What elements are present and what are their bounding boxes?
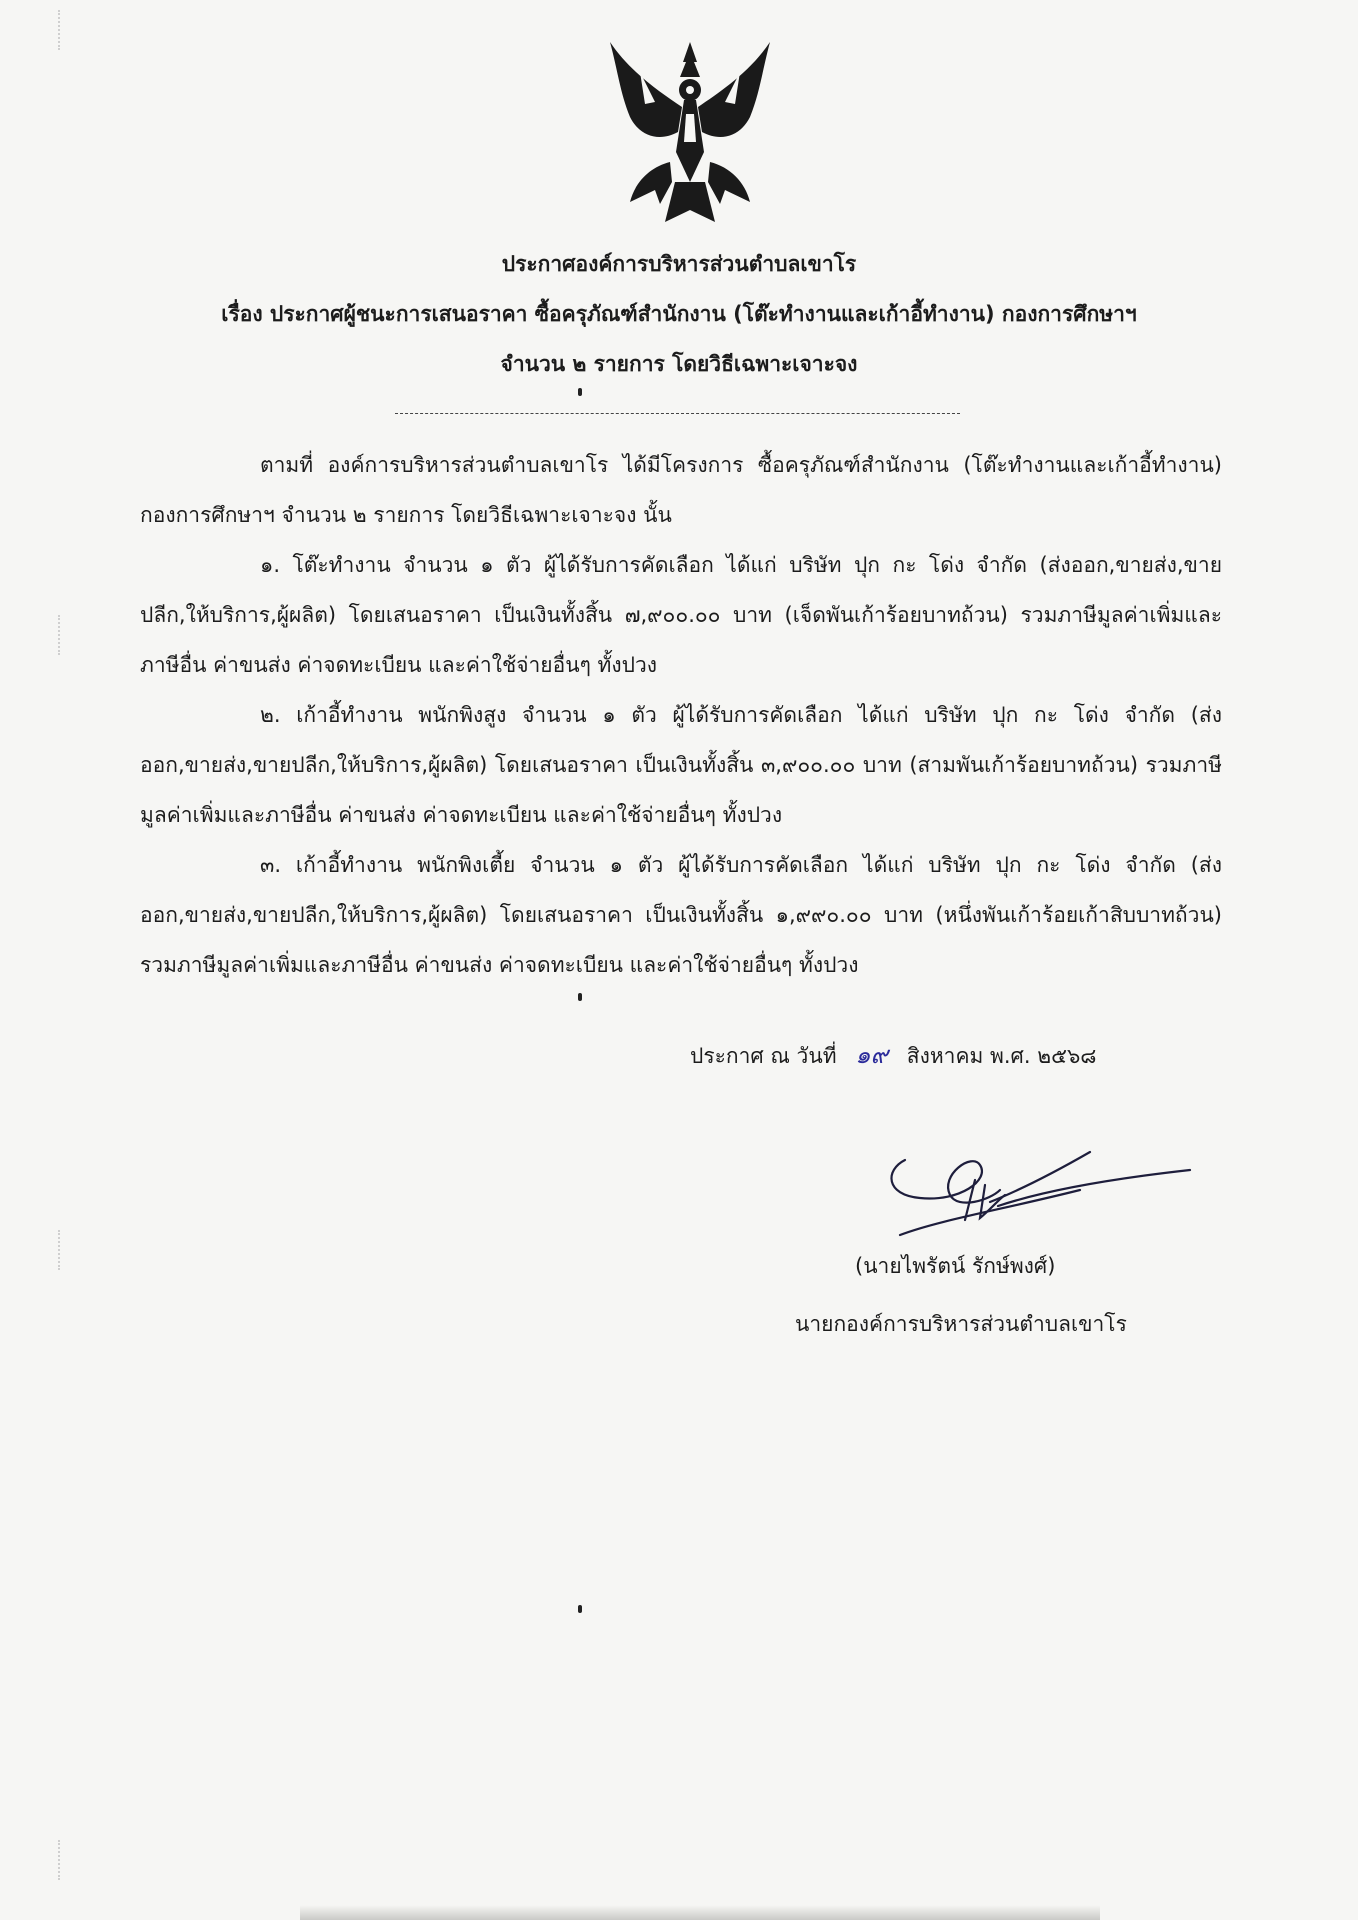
announcement-subject: เรื่อง ประกาศผู้ชนะการเสนอราคา ซื้อครุภัณฑ์สำนักงาน (โต๊ะทำงานและเก้าอี้ทำงาน) กองการศึกษาฯ xyxy=(221,302,1137,326)
date-month-year: สิงหาคม พ.ศ. ๒๕๖๘ xyxy=(906,1044,1097,1068)
scan-artifact xyxy=(58,1840,70,1880)
announcement-date xyxy=(690,1035,1097,1074)
item-paragraph: ๒. เก้าอี้ทำงาน พนักพิงสูง จำนวน ๑ ตัว ผู้ได้รับการคัดเลือก ได้แก่ บริษัท ปุก กะ โด่ง จำกัด (ส่งออก,ขายส่ง,ขายปลีก,ให้บริการ,ผู้ผลิต) โดยเสนอราคา เป็นเงินทั้งสิ้น ๓,๙๐๐.๐๐ บาท (สามพันเก้าร้อยบาทถ้วน) รวมภาษีมูลค่าเพิ่มและภาษีอื่น ค่าขนส่ง ค่าจดทะเบียน และค่าใช้จ่ายอื่นๆ ทั้งปวง xyxy=(140,703,1222,827)
date-prefix: ประกาศ ณ วันที่ xyxy=(690,1044,837,1068)
intro-paragraph: ตามที่ องค์การบริหารส่วนตำบลเขาโร ได้มีโครงการ ซื้อครุภัณฑ์สำนักงาน (โต๊ะทำงานและเก้าอี้ทำงาน) กองการศึกษาฯ จำนวน ๒ รายการ โดยวิธีเฉพาะเจาะจง นั้น xyxy=(140,453,1222,527)
signer-title: นายกองค์การบริหารส่วนตำบลเขาโร xyxy=(795,1312,1127,1336)
scan-artifact xyxy=(58,1230,70,1270)
item-paragraph: ๓. เก้าอี้ทำงาน พนักพิงเตี้ย จำนวน ๑ ตัว ผู้ได้รับการคัดเลือก ได้แก่ บริษัท ปุก กะ โด่ง จำกัด (ส่งออก,ขายส่ง,ขายปลีก,ให้บริการ,ผู้ผลิต) โดยเสนอราคา เป็นเงินทั้งสิ้น ๑,๙๙๐.๐๐ บาท (หนึ่งพันเก้าร้อยเก้าสิบบาทถ้วน) รวมภาษีมูลค่าเพิ่มและภาษีอื่น ค่าขนส่ง ค่าจดทะเบียน และค่าใช้จ่ายอื่นๆ ทั้งปวง xyxy=(140,853,1222,977)
punch-mark xyxy=(578,388,582,396)
scan-artifact xyxy=(58,615,70,655)
announcement-title: ประกาศองค์การบริหารส่วนตำบลเขาโร xyxy=(501,252,857,276)
divider xyxy=(395,413,960,414)
punch-mark xyxy=(578,1605,582,1613)
announcement-body xyxy=(140,440,1222,990)
item-paragraph: ๑. โต๊ะทำงาน จำนวน ๑ ตัว ผู้ได้รับการคัดเลือก ได้แก่ บริษัท ปุก กะ โด่ง จำกัด (ส่งออก,ขายส่ง,ขายปลีก,ให้บริการ,ผู้ผลิต) โดยเสนอราคา เป็นเงินทั้งสิ้น ๗,๙๐๐.๐๐ บาท (เจ็ดพันเก้าร้อยบาทถ้วน) รวมภาษีมูลค่าเพิ่มและภาษีอื่น ค่าขนส่ง ค่าจดทะเบียน และค่าใช้จ่ายอื่นๆ ทั้งปวง xyxy=(140,553,1222,677)
scan-shadow xyxy=(300,1905,1100,1920)
garuda-emblem-icon xyxy=(600,32,780,232)
announcement-subject-line2: จำนวน ๒ รายการ โดยวิธีเฉพาะเจาะจง xyxy=(500,352,858,376)
scan-artifact xyxy=(58,10,70,50)
signature-icon xyxy=(880,1140,1200,1250)
punch-mark xyxy=(578,993,582,1001)
signer-name: (นายไพรัตน์ รักษ์พงศ์) xyxy=(855,1254,1056,1278)
date-day: ๑๙ xyxy=(855,1041,889,1069)
